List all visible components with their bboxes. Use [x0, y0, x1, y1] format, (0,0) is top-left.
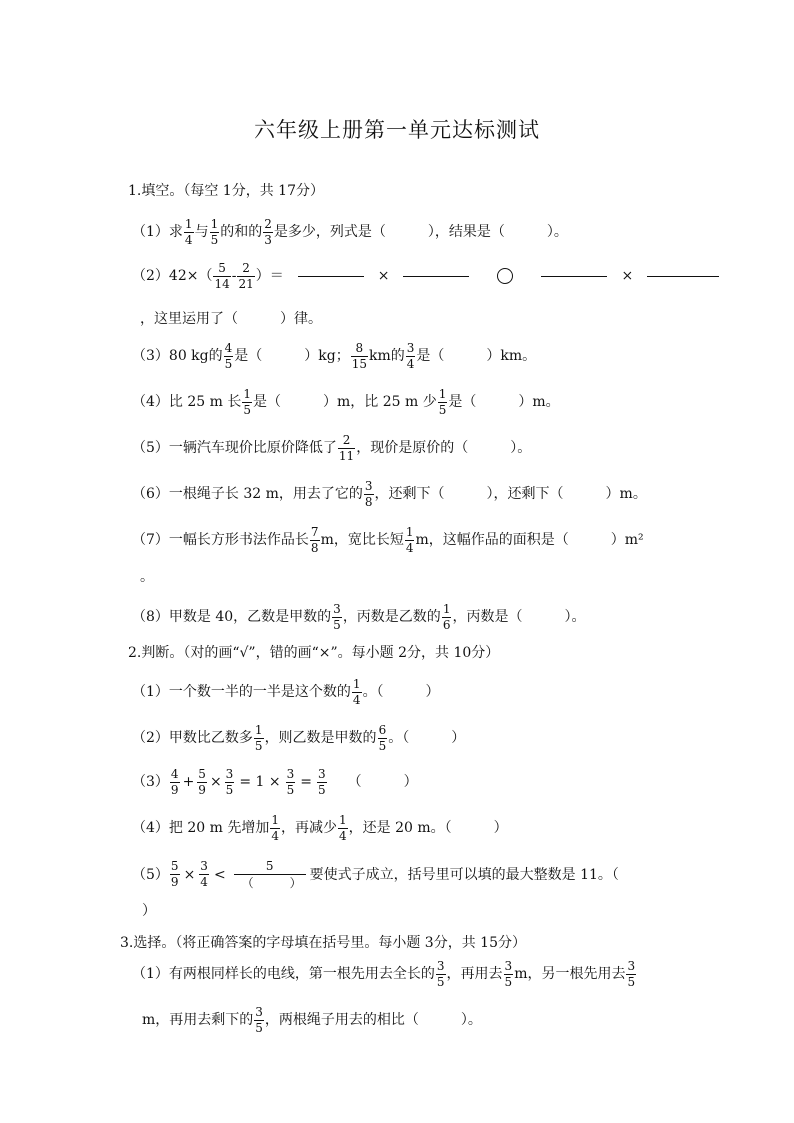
s1-q8 — [132, 603, 585, 631]
fraction-denominator: 5 — [378, 738, 387, 753]
fraction-denominator: 4 — [405, 540, 414, 555]
fraction — [332, 603, 342, 631]
fraction-denominator: 4 — [406, 356, 415, 371]
fraction — [210, 218, 220, 246]
fraction-numerator: 1 — [254, 723, 263, 737]
fraction-numerator: 3 — [255, 1005, 263, 1019]
fraction-numerator: 3 — [333, 602, 341, 616]
question-text: m，再用去剩下的 — [142, 1012, 254, 1029]
s1-q4 — [132, 388, 560, 416]
fraction-numerator: 3 — [627, 959, 636, 973]
fraction — [378, 724, 388, 752]
fraction — [225, 768, 235, 796]
fraction-numerator: 1 — [442, 602, 451, 616]
fraction-denominator: （ ） — [234, 874, 306, 889]
fraction — [263, 218, 273, 246]
fraction-numerator: 1 — [352, 677, 361, 691]
s2-q1 — [132, 678, 440, 706]
question-text: （6）一根绳子长 32 m，用去了它的 — [132, 486, 363, 503]
question-text: 是（ ）kg； — [234, 348, 350, 365]
question-text: ，丙数是乙数的 — [342, 609, 441, 626]
comparison-circle[interactable] — [497, 268, 513, 284]
fraction-numerator: 1 — [271, 813, 279, 827]
question-text: （5） — [132, 866, 169, 883]
fraction-numerator: 3 — [364, 479, 373, 493]
question-text: （5）一辆汽车现价比原价降低了 — [132, 440, 337, 457]
fraction-with-blank — [234, 860, 306, 889]
question-text: 是（ ）m，比 25 m 少 — [253, 394, 437, 411]
fraction — [170, 860, 180, 888]
fraction — [626, 960, 636, 988]
s1-q2 — [132, 262, 733, 290]
fraction — [310, 526, 320, 554]
fraction — [213, 262, 230, 290]
fraction-numerator: 7 — [310, 525, 319, 539]
question-text: km的 — [369, 348, 405, 365]
fraction-denominator: 9 — [198, 782, 206, 797]
fraction-numerator: 2 — [342, 433, 351, 447]
question-text: （7）一幅长方形书法作品长 — [132, 532, 309, 549]
fraction-numerator: 3 — [317, 767, 326, 781]
fraction-denominator: 5 — [255, 1020, 263, 1035]
fraction-denominator: 21 — [238, 276, 254, 291]
fraction-numerator: 3 — [286, 767, 295, 781]
question-text: ）＝ — [255, 268, 284, 285]
fraction — [317, 768, 327, 796]
fraction-denominator: 8 — [310, 540, 319, 555]
fraction-denominator: 5 — [438, 402, 447, 417]
fraction-numerator: 3 — [406, 341, 415, 355]
fraction-denominator: 5 — [317, 782, 326, 797]
s1-q2-tail: ，这里运用了（ ）律。 — [140, 311, 322, 327]
fraction — [352, 678, 362, 706]
question-text: < — [213, 866, 226, 883]
question-text: 的和的 — [220, 224, 263, 241]
s2-q5-tail: ） — [142, 903, 156, 919]
fraction-denominator: 3 — [264, 232, 272, 247]
s1-q3 — [132, 342, 536, 370]
fraction-denominator: 4 — [339, 828, 347, 843]
question-text: 要使式子成立，括号里可以填的最大整数是 11。（ — [309, 866, 619, 883]
fraction — [436, 960, 446, 988]
fraction-numerator: 1 — [438, 387, 447, 401]
page-title: 六年级上册第一单元达标测试 — [254, 118, 540, 142]
s1-q6 — [132, 480, 647, 508]
fraction-numerator: 1 — [339, 813, 347, 827]
question-text: × — [183, 866, 196, 883]
s3-q1-cont — [142, 1006, 482, 1034]
fraction-denominator: 5 — [286, 782, 295, 797]
fraction-numerator: 1 — [210, 217, 219, 231]
fraction — [438, 388, 448, 416]
answer-blank[interactable] — [541, 275, 607, 277]
answer-blank[interactable] — [647, 275, 719, 277]
fraction-denominator: 9 — [170, 782, 179, 797]
s2-q2 — [132, 724, 465, 752]
fraction-numerator: 5 — [198, 767, 206, 781]
fraction-numerator: 4 — [170, 767, 179, 781]
answer-blank[interactable] — [298, 275, 364, 277]
fraction-denominator: 15 — [351, 356, 367, 371]
question-text: m，宽比长短 — [320, 532, 404, 549]
question-text: （2）42×（ — [132, 268, 213, 285]
question-text: （4）把 20 m 先增加 — [132, 820, 270, 837]
fraction-numerator: 1 — [405, 525, 414, 539]
fraction-denominator: 4 — [271, 828, 279, 843]
question-text: ，再减少 — [281, 820, 337, 837]
s2-q3 — [132, 768, 418, 796]
fraction-denominator: 5 — [254, 738, 263, 753]
s2-q5 — [132, 860, 619, 889]
fraction-denominator: 8 — [364, 494, 373, 509]
fraction — [338, 434, 355, 462]
fraction — [224, 342, 234, 370]
fraction-denominator: 5 — [243, 402, 251, 417]
question-text: × — [377, 268, 390, 285]
fraction-numerator: 3 — [225, 767, 234, 781]
fraction-denominator: 5 — [333, 617, 341, 632]
question-text: （3）80 kg的 — [132, 348, 223, 365]
fraction-numerator: 3 — [436, 959, 445, 973]
fraction-numerator: 1 — [184, 217, 193, 231]
fraction-denominator: 5 — [210, 232, 219, 247]
s1-q7 — [132, 526, 644, 554]
fraction — [184, 218, 194, 246]
fraction — [197, 768, 207, 796]
question-text: ，现价是原价的（ ）。 — [356, 440, 532, 457]
question-text: （1）有两根同样长的电线，第一根先用去全长的 — [132, 966, 435, 983]
question-text: m，另一根先用去 — [514, 966, 626, 983]
question-text: 是（ ）km。 — [416, 348, 537, 365]
s1-q1 — [132, 218, 568, 246]
question-text: （1）一个数一半的一半是这个数的 — [132, 684, 351, 701]
fraction-numerator: 1 — [243, 387, 251, 401]
fraction-numerator: 2 — [242, 261, 250, 275]
question-text: ，再用去 — [446, 966, 503, 983]
fraction-numerator: 5 — [265, 859, 274, 873]
s1-q5 — [132, 434, 531, 462]
fraction-numerator: 2 — [264, 217, 272, 231]
fraction — [242, 388, 252, 416]
fraction-denominator: 6 — [442, 617, 451, 632]
question-text: （8）甲数是 40，乙数是甲数的 — [132, 609, 332, 626]
fraction-numerator: 3 — [200, 859, 208, 874]
fraction — [254, 724, 264, 752]
s1-q7-tail: 。 — [140, 569, 154, 585]
fraction-denominator: 5 — [436, 974, 445, 989]
fraction-numerator: 5 — [218, 261, 226, 275]
question-text: = 1 × — [239, 774, 281, 791]
answer-blank[interactable] — [403, 275, 469, 277]
fraction-denominator: 11 — [338, 448, 355, 463]
fraction — [170, 768, 180, 796]
question-text: = — [300, 774, 312, 791]
s2-q4 — [132, 814, 508, 842]
fraction-denominator: 5 — [504, 974, 513, 989]
fraction — [286, 768, 296, 796]
question-text: ，还是 20 m。（ ） — [348, 820, 508, 837]
section-1-heading: 1.填空。（每空 1分，共 17分） — [128, 183, 324, 199]
fraction-denominator: 5 — [627, 974, 636, 989]
question-text: + — [182, 774, 195, 791]
question-text: - — [231, 268, 237, 285]
fraction-numerator: 3 — [504, 959, 513, 973]
fraction-numerator: 5 — [170, 859, 179, 874]
fraction — [270, 814, 280, 842]
question-text: ，两根绳子用去的相比（ ）。 — [264, 1012, 482, 1029]
fraction — [364, 480, 374, 508]
question-text: （2）甲数比乙数多 — [132, 730, 253, 747]
fraction — [254, 1006, 264, 1034]
question-text: × — [621, 268, 634, 285]
section-3-heading: 3.选择。（将正确答案的字母填在括号里。每小题 3分，共 15分） — [120, 935, 526, 951]
fraction-denominator: 4 — [184, 232, 193, 247]
question-text: 。（ ） — [388, 730, 466, 747]
fraction-denominator: 5 — [225, 782, 234, 797]
fraction — [199, 860, 209, 888]
fraction — [406, 342, 416, 370]
question-text: ，还剩下（ ），还剩下（ ）m。 — [374, 486, 647, 503]
question-text: （3） — [132, 774, 169, 791]
question-text: 与 — [194, 224, 209, 241]
question-text: （1）求 — [132, 224, 183, 241]
fraction — [351, 342, 368, 370]
question-text: ，丙数是（ ）。 — [452, 609, 586, 626]
question-text: 是多少，列式是（ ），结果是（ ）。 — [273, 224, 568, 241]
s3-q1 — [132, 960, 637, 988]
fraction — [338, 814, 348, 842]
fraction-denominator: 4 — [200, 875, 208, 889]
fraction — [237, 262, 254, 290]
question-text: （ ） — [347, 774, 418, 791]
fraction-denominator: 14 — [214, 276, 230, 291]
fraction-numerator: 4 — [224, 341, 233, 355]
fraction — [442, 603, 452, 631]
question-text: × — [209, 774, 222, 791]
section-2-heading: 2.判断。（对的画“√”，错的画“×”。每小题 2分，共 10分） — [128, 645, 500, 661]
fraction — [405, 526, 415, 554]
fraction-numerator: 6 — [378, 723, 387, 737]
fraction — [504, 960, 514, 988]
fraction-denominator: 5 — [224, 356, 233, 371]
question-text: （4）比 25 m 长 — [132, 394, 242, 411]
fraction-denominator: 4 — [352, 692, 361, 707]
question-text: m，这幅作品的面积是（ ）m² — [415, 532, 644, 549]
question-text: 。（ ） — [362, 684, 440, 701]
question-text: 是（ ）m。 — [448, 394, 560, 411]
fraction-denominator: 9 — [170, 875, 179, 889]
fraction-numerator: 8 — [355, 341, 364, 355]
question-text: ，则乙数是甲数的 — [264, 730, 377, 747]
